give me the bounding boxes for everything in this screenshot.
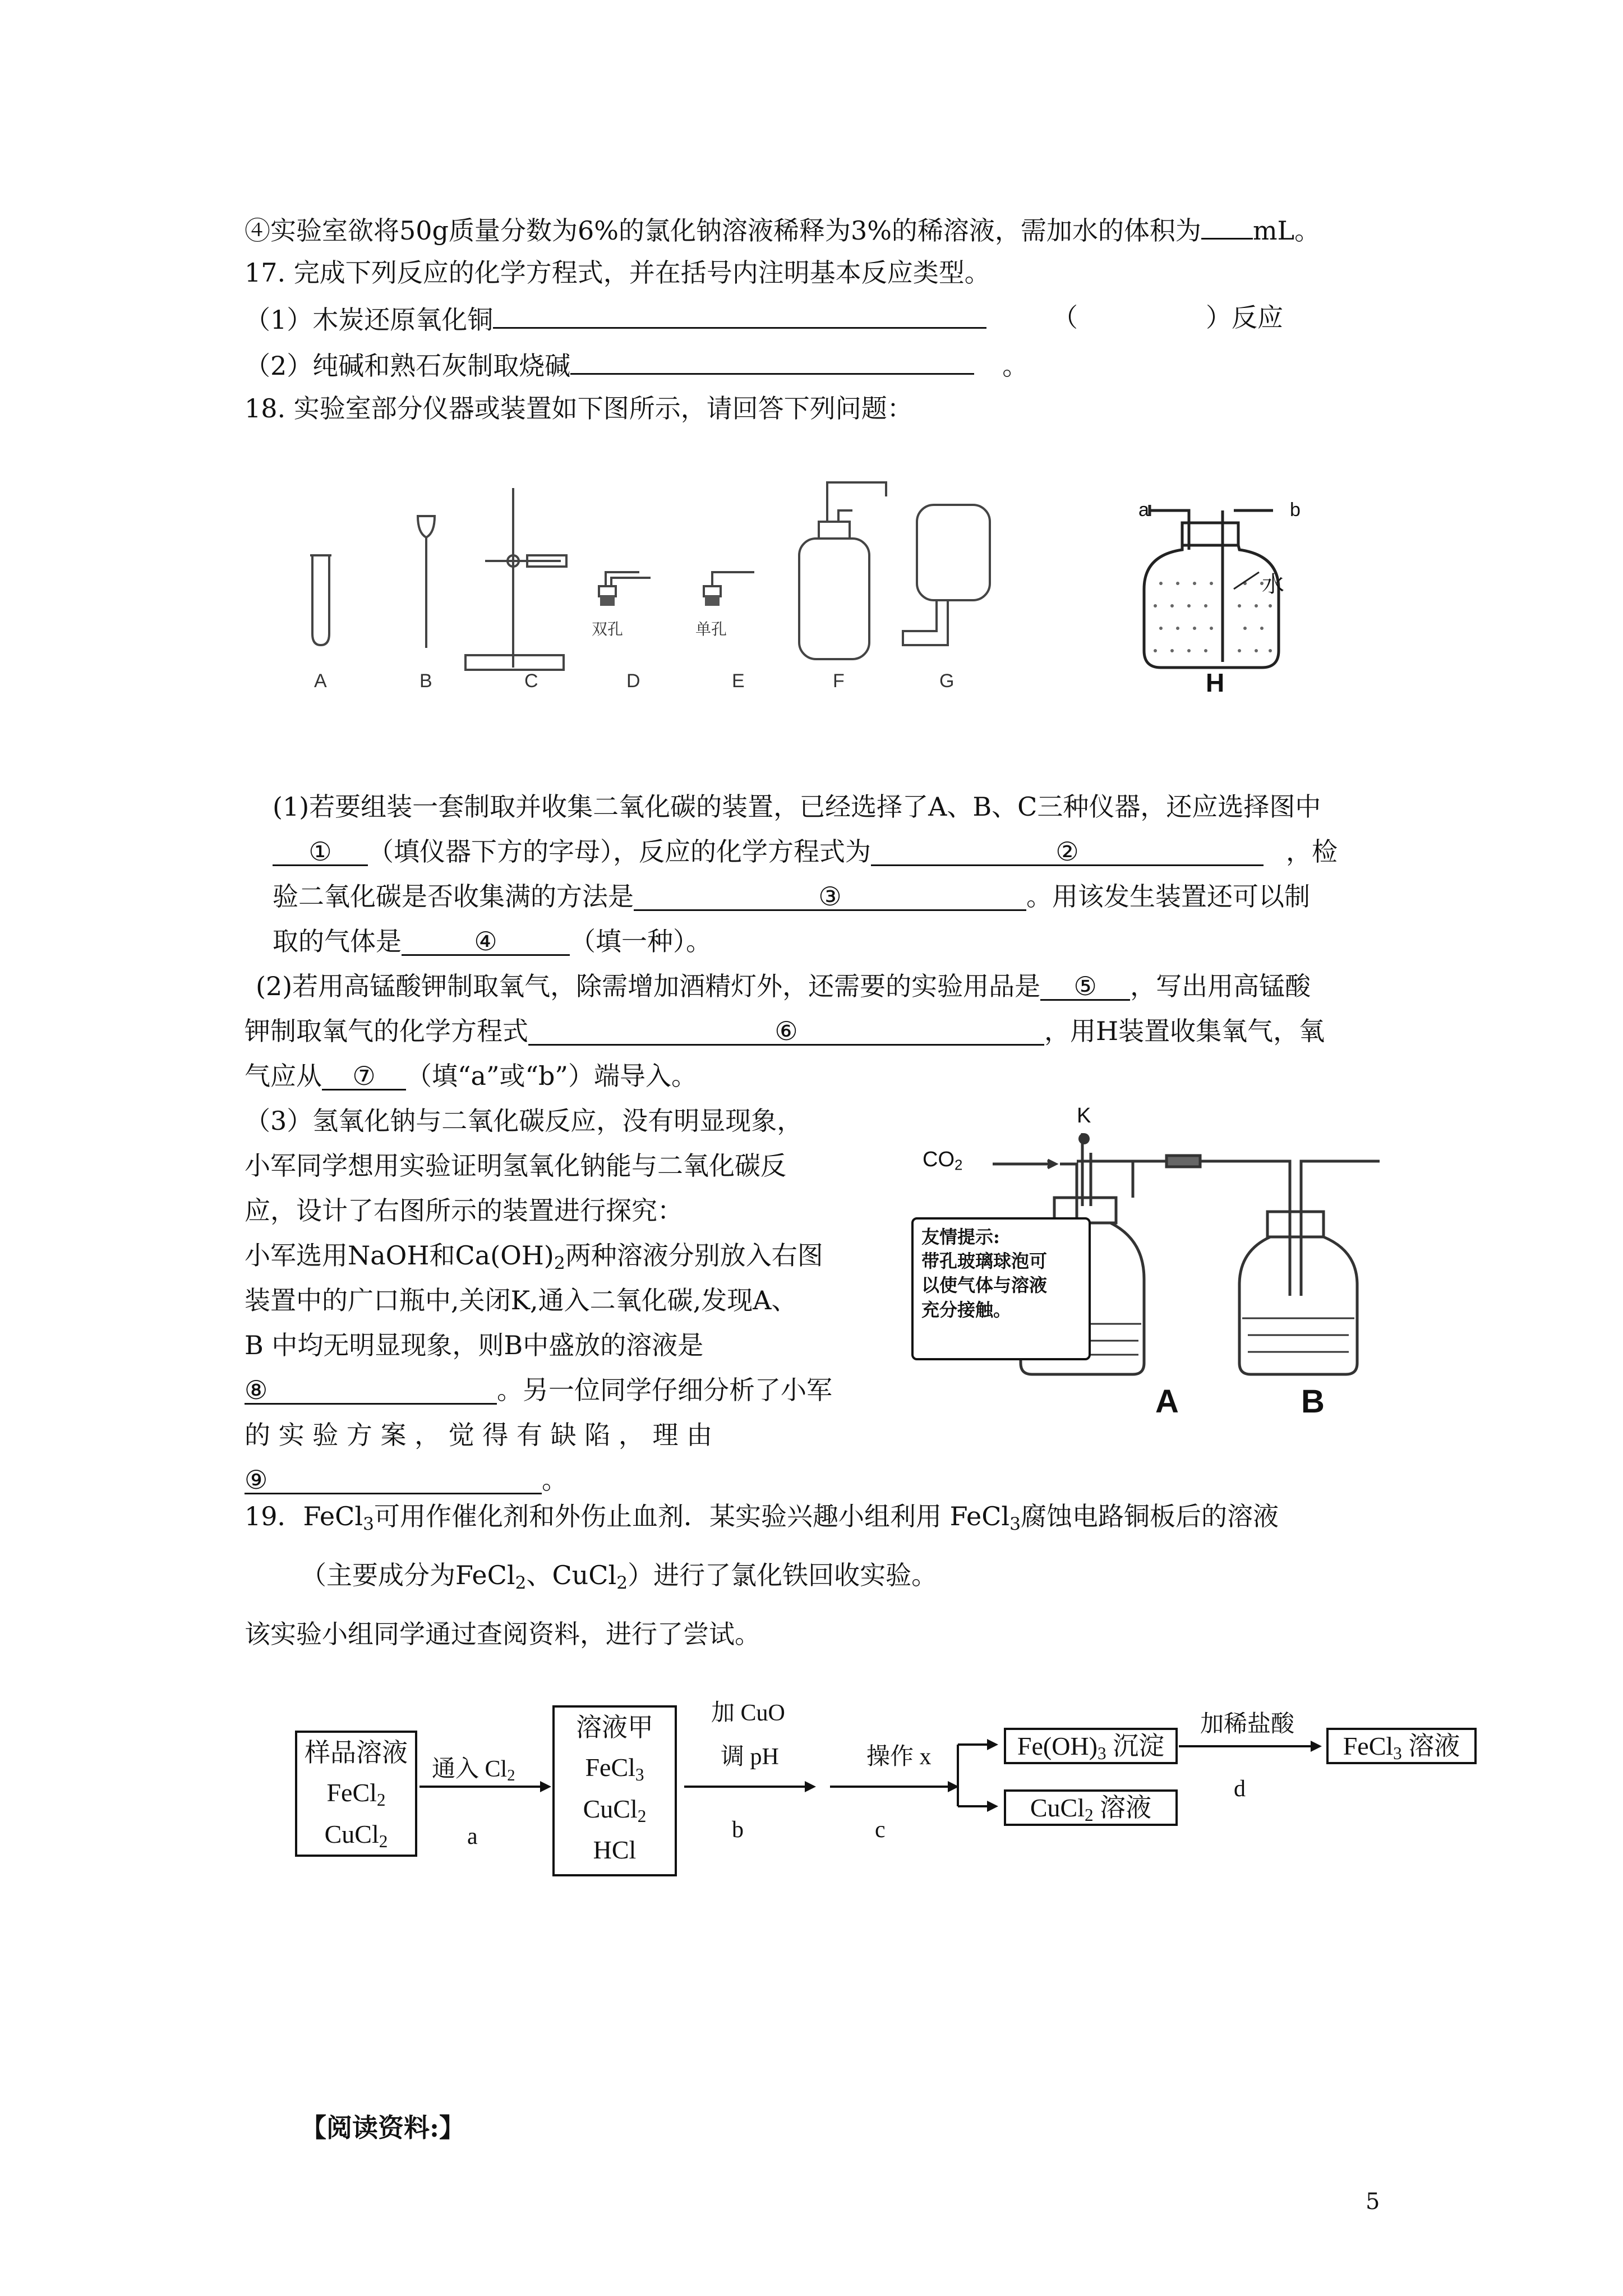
blank-6[interactable]: ⑥: [528, 1018, 1044, 1046]
q16-item4: ④实验室欲将50g质量分数为6%的氯化钠溶液稀释为3%的稀溶液，需加水的体积为 mL。: [245, 215, 1321, 246]
apparatus-figure: [292, 477, 1021, 701]
q19-line3: 该实验小组同学通过查阅资料，进行了尝试。: [245, 1619, 760, 1649]
h-water-label: 水: [1262, 572, 1284, 597]
arrow-c-branch: [830, 1733, 1009, 1840]
arrow-c-step: c: [875, 1817, 886, 1843]
q18-s2-line2: 钾制取氧气的化学方程式 ⑥ ，用H装置收集氧气，氧: [245, 1016, 1325, 1046]
q19-line2: （主要成分为FeCl$_2$、CuCl$_2$）进行了氯化铁回收实验。: [301, 1560, 938, 1593]
tip-line: 以使气体与溶液: [921, 1274, 1048, 1296]
q18-s3-line8: 的 实 验 方 案 ， 觉 得 有 缺 陷 ， 理 由: [245, 1420, 713, 1450]
h-port-a: a: [1138, 499, 1149, 521]
h-port-b: b: [1290, 499, 1301, 521]
stopper-e-icon: [705, 596, 720, 606]
bottle-a-label: A: [1155, 1383, 1179, 1420]
q17-part2: （2）纯碱和熟石灰制取烧碱 。: [245, 351, 1029, 381]
arrow-a-step: a: [467, 1824, 478, 1849]
arrow-b-label2: 调 pH: [721, 1744, 779, 1770]
q18-s3-line2: 小军同学想用实验证明氢氧化钠能与二氧化碳反: [245, 1151, 786, 1181]
q18-s3-line5: 装置中的广口瓶中,关闭K,通入二氧化碳,发现A、: [245, 1285, 797, 1315]
q18-s3-line7: ⑧ 。另一位同学仔细分析了小军: [245, 1375, 832, 1405]
q17-paren-open: （: [1052, 302, 1078, 333]
h-label: H: [1206, 668, 1225, 697]
q18-s1-line2: ① （填仪器下方的字母），反应的化学方程式为 ② ，检: [273, 839, 1338, 866]
arrow-d-step: d: [1234, 1776, 1246, 1802]
label-g: G: [939, 670, 955, 692]
flow-box-precipitate: $Fe(OH)_3$ 沉淀: [1004, 1728, 1178, 1764]
blank-5[interactable]: ⑤: [1040, 973, 1130, 1001]
blank-3[interactable]: ③: [634, 884, 1026, 911]
label-f: F: [833, 670, 845, 692]
friendly-tip-box: [911, 1217, 1091, 1360]
q18-s3-line6: B 中均无明显现象，则B中盛放的溶液是: [245, 1330, 704, 1360]
arrow-b-label1: 加 CuO: [711, 1700, 785, 1726]
arrow-d-label: 加稀盐酸: [1200, 1711, 1295, 1737]
label-b: B: [419, 670, 432, 692]
q18-s2-line1: (2)若用高锰酸钾制取氧气，除需增加酒精灯外，还需要的实验用品是 ⑤ ，写出用高锰酸: [256, 971, 1311, 1001]
flow-box-cucl2: CuCl$_2$ 溶液: [1004, 1789, 1178, 1826]
arrow-b: [684, 1778, 819, 1795]
label-d: D: [626, 670, 640, 692]
stopper-d-icon: [600, 596, 615, 606]
q18-s2-line3: 气应从 ⑦ （填“a”或“b”）端导入。: [245, 1061, 697, 1091]
label-e: E: [732, 670, 745, 692]
blank-9[interactable]: ⑨: [245, 1467, 542, 1494]
flow-box-fecl3: FeCl$_3$ 溶液: [1326, 1728, 1477, 1764]
q18-s1-line3: 验二氧化碳是否收集满的方法是 ③ 。用该发生装置还可以制: [273, 881, 1310, 912]
tag-single-hole: 单孔: [695, 620, 727, 638]
q18-s3-line1: （3）氢氧化钠与二氧化碳反应，没有明显现象，: [245, 1106, 803, 1136]
label-a: A: [314, 670, 327, 692]
arrow-b-step: b: [732, 1817, 744, 1843]
co2-label: $CO_2$: [923, 1148, 963, 1174]
q18-s1-line1: (1)若要组装一套制取并收集二氧化碳的装置，已经选择了A、B、C三种仪器，还应选择图中: [273, 792, 1321, 822]
blank-4[interactable]: ④: [402, 928, 570, 956]
blank-8[interactable]: ⑧: [245, 1377, 497, 1405]
tip-line: 带孔玻璃球泡可: [921, 1250, 1048, 1272]
blank-7[interactable]: ⑦: [322, 1063, 406, 1091]
q18-stem: 18. 实验室部分仪器或装置如下图所示，请回答下列问题：: [245, 393, 913, 424]
q18-s3-line3: 应，设计了右图所示的装置进行探究：: [245, 1195, 683, 1226]
tip-title: 友情提示:: [921, 1226, 1000, 1248]
answer-blank[interactable]: [493, 305, 986, 329]
q18-s3-line4: 小军选用NaOH和$Ca(OH)_2$两种溶液分别放入右图: [245, 1240, 823, 1273]
page-number: 5: [1366, 2189, 1380, 2215]
answer-blank[interactable]: [1201, 215, 1253, 240]
reading-material-heading: 【阅读资料:】: [301, 2113, 465, 2143]
arrow-a: [419, 1778, 554, 1795]
valve-k-label: K: [1077, 1104, 1091, 1128]
q18-s3-line9: ⑨ 。: [245, 1465, 568, 1495]
tip-line: 充分接触。: [921, 1299, 1012, 1320]
arrow-c-label: 操作 x: [866, 1744, 932, 1770]
q17-stem: 17. 完成下列反应的化学方程式，并在括号内注明基本反应类型。: [245, 257, 990, 288]
blank-2[interactable]: ②: [871, 839, 1264, 866]
q17-paren-close: ）反应: [1206, 302, 1283, 333]
q19-line1: 19．FeCl$_3$可用作催化剂和外伤止血剂．某实验兴趣小组利用 FeCl$_3$腐蚀电路铜板后的溶液: [245, 1501, 1279, 1534]
flow-box-solution: 溶液甲 FeCl$_3$ CuCl$_2$ HCl: [552, 1705, 677, 1876]
arrow-a-label: 通入 $Cl_2$: [432, 1756, 515, 1785]
q17-part1: （1）木炭还原氧化铜: [245, 305, 986, 333]
label-c: C: [524, 670, 538, 692]
q18-s1-line4: 取的气体是 ④ （填一种）。: [273, 926, 712, 956]
blank-1[interactable]: ①: [273, 839, 368, 866]
arrow-d: [1179, 1738, 1325, 1755]
tag-double-hole: 双孔: [592, 620, 624, 638]
flow-box-sample: 样品溶液 FeCl$_2$ CuCl$_2$: [295, 1731, 417, 1857]
answer-blank[interactable]: [570, 351, 974, 375]
bottle-b-label: B: [1301, 1383, 1325, 1420]
